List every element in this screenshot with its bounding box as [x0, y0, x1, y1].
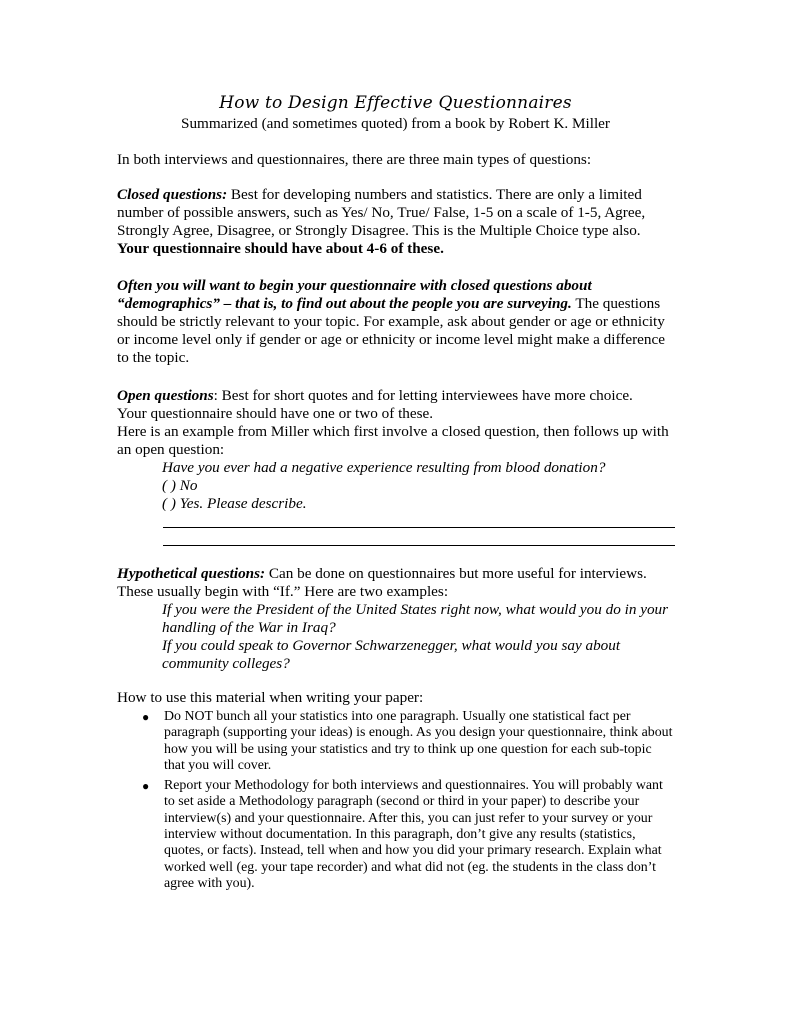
- demographics-paragraph: [117, 277, 677, 367]
- open-questions-paragraph: [117, 387, 677, 513]
- closed-questions-text: Best for developing numbers and statistics. There are only a limited number of possible answers, such as Yes/ No, True/ False, 1-5 on a scale of 1-5, Agree, Strongly Agree, Disagree, or Strongly Disagree. This is the Multiple Choice type also.: [117, 186, 646, 239]
- open-questions-label: Open questions: [117, 387, 214, 404]
- closed-questions-label: Closed questions:: [117, 186, 228, 203]
- usage-list: [140, 709, 675, 896]
- hypothetical-example-2: If you could speak to Governor Schwarzenegger, what would you say about community colleges?: [162, 637, 621, 672]
- answer-line-1: [163, 527, 675, 528]
- page-title: How to Design Effective Questionnaires: [219, 93, 572, 113]
- bullet-icon: ●: [142, 779, 150, 794]
- usage-item-text: Do NOT bunch all your statistics into one paragraph. Usually one statistical fact per paragraph (supporting your ideas) is enough. As you design your questionnaire, think about how you will be using your statistics and try to think up one question for each sub-topic that you will cover.: [164, 709, 673, 773]
- answer-line-2: [163, 545, 675, 546]
- closed-questions-emphasis: Your questionnaire should have about 4-6 of these.: [117, 240, 444, 257]
- closed-questions-paragraph: [117, 186, 677, 258]
- list-item: [140, 778, 675, 892]
- list-item: [140, 709, 675, 774]
- hypothetical-questions-paragraph: [117, 565, 677, 673]
- usage-heading: How to use this material when writing your paper:: [117, 689, 424, 706]
- open-questions-line3: Here is an example from Miller which first involve a closed question, then follows up with an open question:: [117, 423, 669, 458]
- example-option-yes: ( ) Yes. Please describe.: [162, 495, 307, 512]
- demographics-lead: Often you will want to begin your questionnaire with closed questions about “demographics” – that is, to find out about the people you are surveying.: [117, 277, 592, 312]
- demographics-text: The questions should be strictly relevant to your topic. For example, ask about gender or age or ethnicity or income level only if gender or age or ethnicity or income level might make a difference to the topic.: [117, 295, 665, 366]
- hypothetical-example-1: If you were the President of the United States right now, what would you do in your handling of the War in Iraq?: [162, 601, 669, 636]
- usage-item-text: Report your Methodology for both interviews and questionnaires. You will probably want to set aside a Methodology paragraph (second or third in your paper) to describe your interview(s) and your questionnaire. After this, you can just refer to your survey or your interview without documentation. In this paragraph, don’t give any results (statistics, quotes, or facts). Instead, tell when and how you did your primary research. Explain what worked well (eg. your tape recorder) and what did not (eg. the students in the class don’t agree with you).: [164, 778, 663, 891]
- intro-paragraph: In both interviews and questionnaires, there are three main types of questions:: [117, 151, 592, 168]
- bullet-icon: ●: [142, 710, 150, 724]
- page-subtitle: Summarized (and sometimes quoted) from a book by Robert K. Miller: [181, 115, 610, 132]
- open-questions-line2: Your questionnaire should have one or two of these.: [117, 405, 434, 422]
- open-questions-text: : Best for short quotes and for letting interviewees have more choice.: [213, 387, 633, 404]
- hypothetical-questions-text: Can be done on questionnaires but more useful for interviews. These usually begin with “If.” Here are two examples:: [117, 565, 647, 600]
- example-option-no: ( ) No: [162, 477, 198, 494]
- hypothetical-questions-label: Hypothetical questions:: [117, 565, 266, 582]
- example-question: Have you ever had a negative experience resulting from blood donation?: [162, 459, 606, 476]
